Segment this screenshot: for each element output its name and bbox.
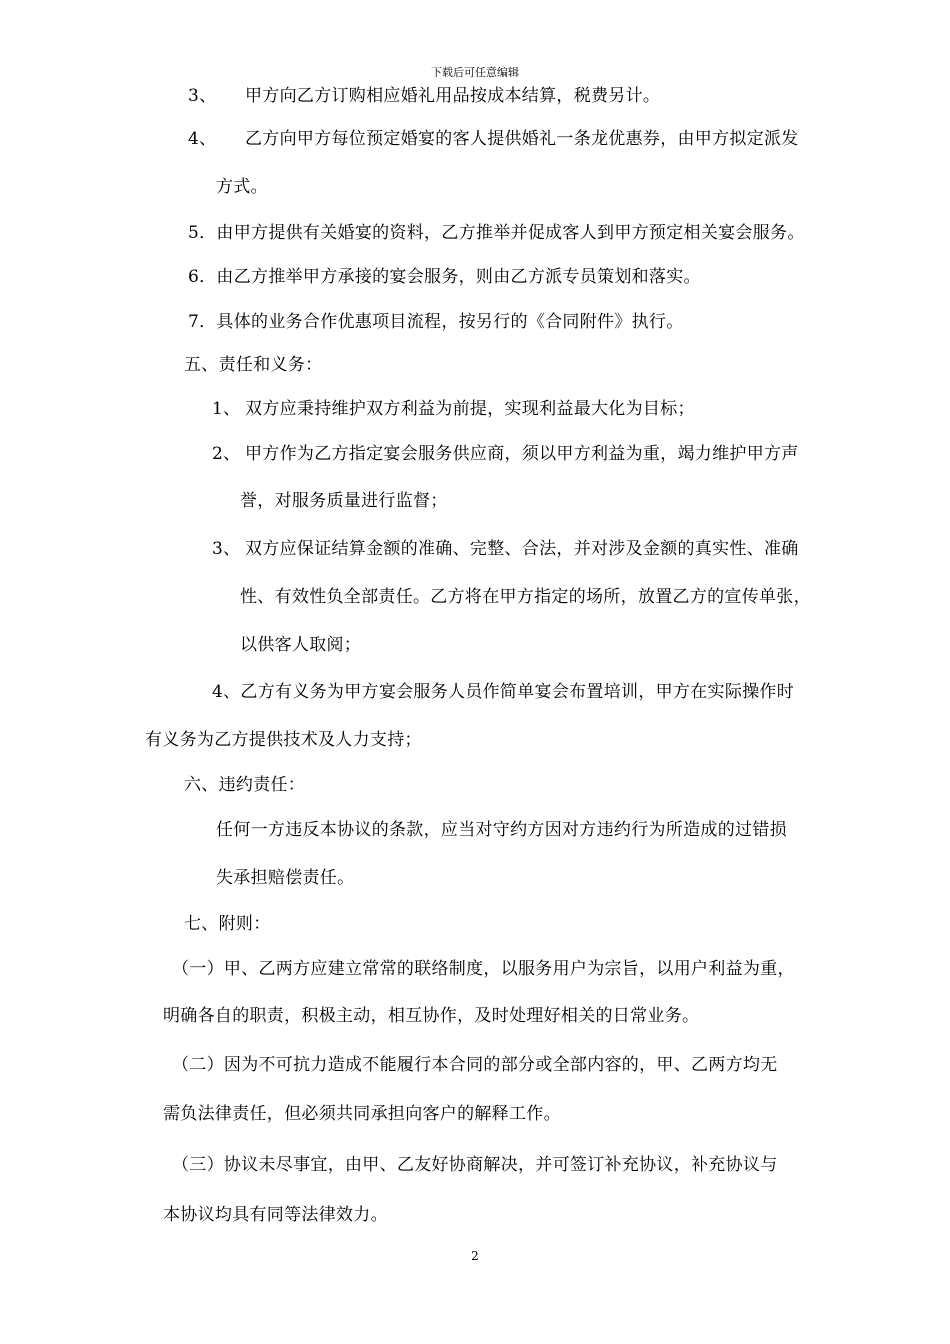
s7-item-3-line-2: 本协议均具有同等法律效力。 <box>163 1205 388 1225</box>
section-5-title: 五、责任和义务： <box>184 355 323 375</box>
item-7: 7．具体的业务合作优惠项目流程，按另行的《合同附件》执行。 <box>188 312 684 332</box>
s7-item-3-line-1: （三）协议未尽事宜，由甲、乙友好协商解决，并可签订补充协议，补充协议与 <box>172 1155 778 1175</box>
s5-item-3-text-line-1: 双方应保证结算金额的准确、完整、合法，并对涉及金额的真实性、准确 <box>245 539 799 559</box>
s7-item-2-line-2: 需负法律责任，但必须共同承担向客户的解释工作。 <box>163 1104 561 1124</box>
s5-item-3-number: 3、 <box>212 539 241 559</box>
s5-item-2-text-line-1: 甲方作为乙方指定宴会服务供应商，须以甲方利益为重，竭力维护甲方声 <box>245 444 799 464</box>
s5-item-2-text-line-2: 誉，对服务质量进行监督； <box>240 491 448 511</box>
s5-item-4-text-line-2: 有义务为乙方提供技术及人力支持； <box>145 730 422 750</box>
s5-item-3-text-line-2: 性、有效性负全部责任。乙方将在甲方指定的场所，放置乙方的宣传单张， <box>240 587 811 607</box>
item-6: 6．由乙方推举甲方承接的宴会服务，则由乙方派专员策划和落实。 <box>188 267 701 287</box>
s5-item-2-number: 2、 <box>212 444 241 464</box>
page-number: 2 <box>471 1249 479 1263</box>
item-5: 5．由甲方提供有关婚宴的资料，乙方推举并促成客人到甲方预定相关宴会服务。 <box>188 223 805 243</box>
s5-item-3-text-line-3: 以供客人取阅； <box>240 635 362 655</box>
s7-item-2-line-1: （二）因为不可抗力造成不能履行本合同的部分或全部内容的，甲、乙两方均无 <box>172 1055 778 1075</box>
item-3-number: 3、 <box>188 86 217 106</box>
section-6-title: 六、违约责任： <box>184 775 306 795</box>
page-header: 下载后可任意编辑 <box>431 66 519 79</box>
s6-text-line-1: 任何一方违反本协议的条款，应当对守约方因对方违约行为所造成的过错损 <box>216 820 787 840</box>
item-4-number: 4、 <box>188 129 217 149</box>
section-7-title: 七、附则： <box>184 914 271 934</box>
s5-item-1-text: 双方应秉持维护双方利益为前提，实现利益最大化为目标； <box>245 399 695 419</box>
s5-item-1-number: 1、 <box>212 399 241 419</box>
s7-item-1-line-1: （一）甲、乙两方应建立常常的联络制度，以服务用户为宗旨，以用户利益为重， <box>172 959 795 979</box>
item-4-text-line-2: 方式。 <box>216 177 268 197</box>
s6-text-line-2: 失承担赔偿责任。 <box>216 868 355 888</box>
s7-item-1-line-2: 明确各自的职责，积极主动，相互协作，及时处理好相关的日常业务。 <box>163 1006 700 1026</box>
item-3-text: 甲方向乙方订购相应婚礼用品按成本结算，税费另计。 <box>245 86 661 106</box>
s5-item-4-text-line-1: 4、乙方有义务为甲方宴会服务人员作简单宴会布置培训，甲方在实际操作时 <box>212 682 795 702</box>
item-4-text-line-1: 乙方向甲方每位预定婚宴的客人提供婚礼一条龙优惠券，由甲方拟定派发 <box>245 129 799 149</box>
